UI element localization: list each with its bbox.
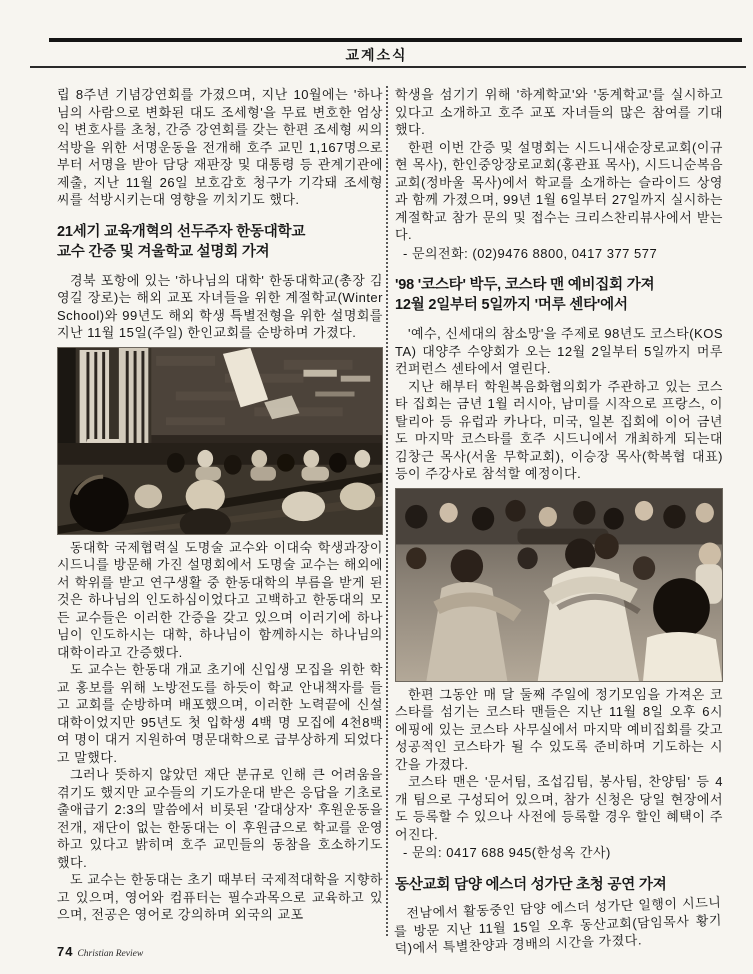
headline-line-1: 21세기 교육개혁의 선두주자 한동대학교 [57, 223, 306, 240]
paragraph-seminar-churches: 한편 이번 간증 및 설명회는 시드니새순장로교회(이규현 목사), 한인중앙장로교회(홍관표 목사), 시드니순복음교회(정바울 목사)에서 학교를 소개하는 슬라이드 상영과 함께 가졌으며, 99년 1월 6일부터 27일까지 실시하는 계절학교 참가 문의 및 접수는 크리스찬리뷰사에서 받는다. [395, 139, 723, 242]
magazine-name: Christian Review [77, 949, 144, 959]
headline-line-2: 교수 간증 및 겨울학교 설명회 가져 [57, 243, 270, 260]
page-footer [57, 944, 143, 959]
column-divider [386, 86, 388, 936]
right-column [395, 86, 723, 957]
headline-esther-choir: 동산교회 담양 에스더 성가단 초청 공연 가져 [395, 876, 667, 893]
paragraph-sentencing-news: 립 8주년 기념강연회를 가졌으며, 지난 10월에는 '하나님의 사람으로 변화된 대도 조세형'을 무료 변호한 엄상익 변호사를 초청, 간증 강연회를 갖는 한편 조세형 씨의 석방을 위한 서명운동을 전개해 호주 교민 1,167명으로부터 서명을 받아 담당 재판장 및 대통령 등 관계기관에 제출, 지난 11월 26일 보호감호 청구가 기각돼 조세형 씨를 석방시키는대 영향을 끼치기도 했다. [57, 87, 383, 207]
header-rule-thick [49, 38, 742, 42]
contact-kosta-line: - 문의: 0417 688 945(한성옥 간사) [403, 845, 611, 860]
paragraph-kosta-theme: '예수, 신세대의 참소망'을 주제로 98년도 코스타(KOSTA) 대양주 수양회가 오는 12월 2일부터 5일까지 머루 컨퍼런스 센타에서 열린다. [395, 326, 723, 376]
paragraph-foundation-dispute: 그러나 뜻하지 않았던 재단 분규로 인해 큰 어려움을 겪기도 했지만 교수들의 기도가운대 받은 응답을 기초로 출애급기 2:3의 말씀에서 비롯된 '갈대상자' 후원운동을 전개, 재단이 없는 한동대는 이 후원금으로 학교를 운영하고 있다고 밝히며 호주 교민들의 동참을 호소하기도 했다. [57, 767, 383, 870]
headline-handong-article [57, 222, 383, 262]
paragraph-school-promotion: 도 교수는 한동대 개교 초기에 신입생 모집을 위한 학교 홍보를 위해 노방전도를 하듯이 학교 안내책자를 들고 교회를 순방하며 배포했으며, 이러한 노력끝에 신설대학이었지만 95년도 첫 입학생 4백 명 모집에 4천8백여 명이 대거 지원하여 명문대학으로 급부상하게 되었다고 말했다. [57, 662, 383, 765]
paragraph-handong-intro: 경북 포항에 있는 '하나님의 대학' 한동대학교(총장 김영길 장로)는 해외 교포 자녀들을 위한 계절학교(Winter School)와 99년도 해외 학생 특별전형을 위한 설명회를 지난 11월 15일(주일) 한인교회를 순방하며 가졌다. [57, 272, 383, 340]
paragraph-kosta-teams: 코스타 맨은 '문서팀, 조섭김팀, 봉사팀, 찬양팀' 등 4개 팀으로 구성되어 있으며, 참가 신청은 당일 현장에서도 등록할 수 있으나 사전에 등록할 경우 할인 혜택이 주어진다. [395, 774, 723, 842]
headline-line-2: 12월 2일부터 5일까지 '머루 센타'에서 [395, 297, 628, 313]
paragraph-summer-winter-school: 학생을 섬기기 위해 '하계학교'와 '동계학교'를 실시하고 있다고 소개하고 호주 교포 자녀들의 많은 참여를 기대했다. [395, 87, 723, 137]
header-rule-thin [30, 66, 746, 68]
paragraph-kosta-worldwide: 지난 해부터 학원복음화협의회가 주관하고 있는 코스타 집회는 금년 1월 러시아, 남미를 시작으로 프랑스, 이탈리아 등 유럽과 카나다, 미국, 일본 집회에 이어 금년도 마지막 코스타를 호주 시드니에서 개최하게 되는대 김창근 목사(서울 무학교회), 이승장 목사(학복협 대표) 등이 주강사로 참석할 예정이다. [395, 378, 723, 481]
paragraph-professors-testimony: 동대학 국제협력실 도명술 교수와 이대숙 학생과장이 시드니를 방문해 가진 설명회에서 도명술 교수는 해외에서 학위를 받고 연구생활 중 한동대학의 부름을 받게 된 것은 하나님의 인도하심이었다고 고백하고 한동대의 모든 교수들은 이러한 간증을 갖고 있으며 이러기에 하나님이 인도하시는 대학, 하나님이 함께하시는 하나님의 대학이라고 간증했다. [57, 539, 383, 660]
photo-handong-seminar [57, 347, 383, 535]
page-section-title: 교계소식 [345, 47, 408, 63]
page-number: 74 [57, 944, 74, 959]
headline-line-1: '98 '코스타' 박두, 코스타 맨 예비집회 가져 [395, 277, 655, 293]
paragraph-international-university: 도 교수는 한동대는 초기 때부터 국제적대학을 지향하고 있으며, 영어와 컴퓨터는 필수과목으로 교육하고 있으며, 전공은 영어로 강의하며 외국의 교포 [57, 872, 383, 922]
headline-kosta-article [395, 275, 723, 315]
contact-phone-line: - 문의전화: (02)9476 8800, 0417 377 577 [403, 245, 658, 261]
left-column [57, 86, 383, 924]
paragraph-kosta-men-meeting: 한편 그동안 매 달 둘째 주일에 정기모임을 가져온 코스타를 섬기는 코스타 맨들은 지난 11월 8일 오후 6시 에핑에 있는 코스타 사무실에서 마지막 예비집회를 갖고 성공적인 코스타가 될 수 있도록 준비하며 기도하는 시간을 가졌다. [395, 686, 723, 772]
photo-kosta-meeting [395, 488, 723, 682]
paragraph-esther-choir: 전남에서 활동중인 담양 에스더 성가단 일행이 시드니를 방문 지난 11월 15일 오후 동산교회(담임목사 황기덕)에서 특별찬양과 경배의 시간을 가졌다. [393, 894, 723, 956]
